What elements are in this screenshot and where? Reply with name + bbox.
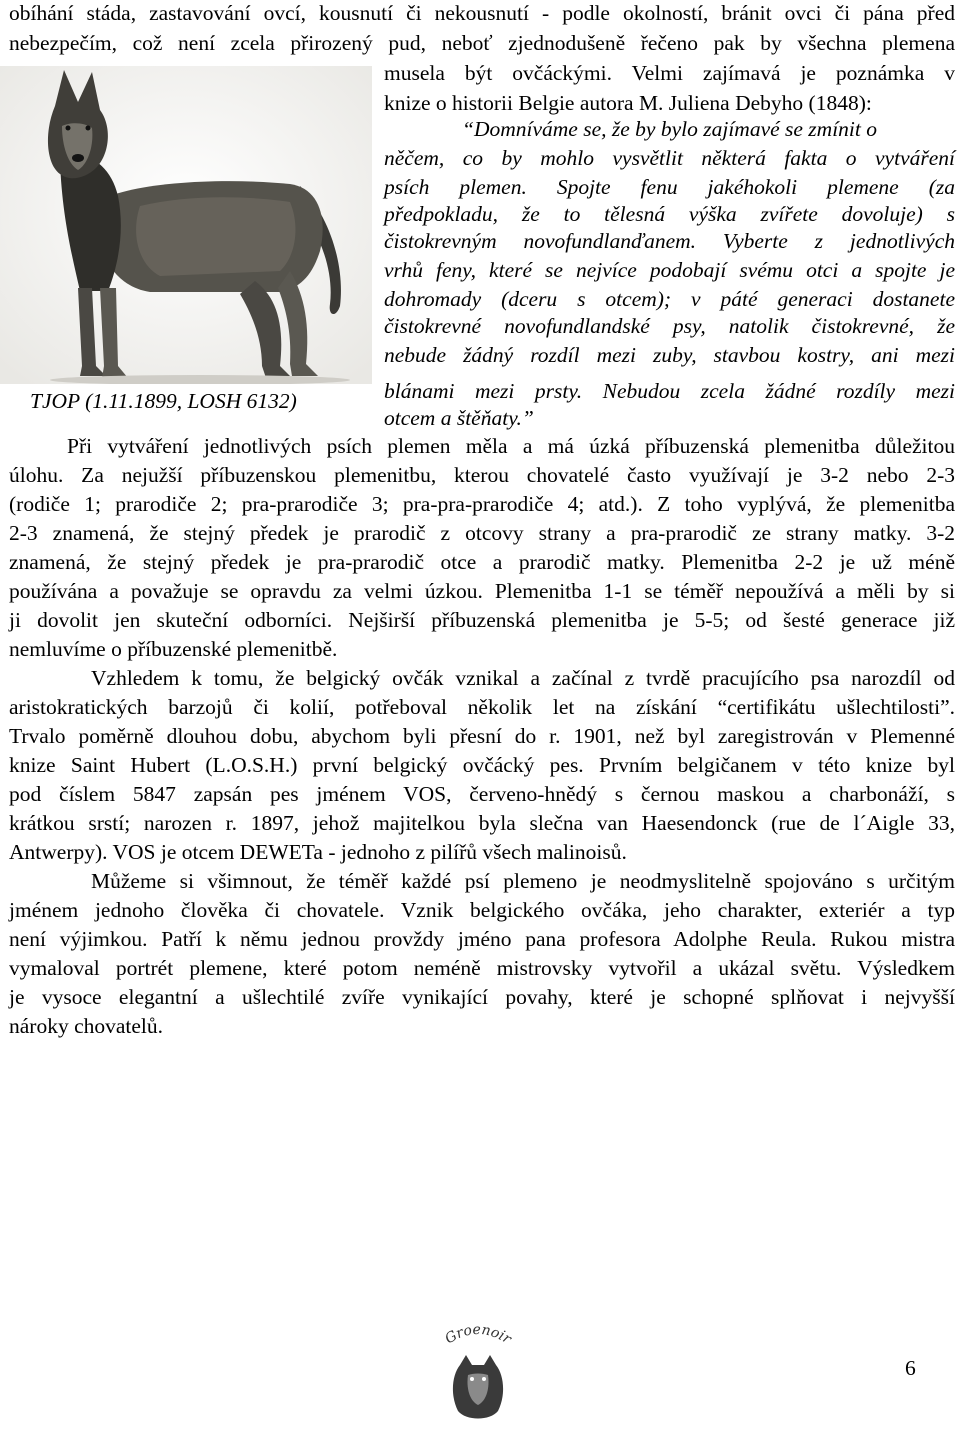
quote-line: čistokrevným novofundlanďanem. Vyberte z jednotlivých: [384, 229, 955, 253]
quote-line: nebude žádný rozdíl mezi zuby, stavbou kostry, ani mezi: [384, 343, 955, 367]
text-line: vymaloval portrét plemene, které potom neméně mistrovsky vytvořil a ukázal světu. Výsledkem: [9, 956, 955, 980]
logo-text: Groenoir: [442, 1321, 514, 1348]
photo-caption: TJOP (1.11.1899, LOSH 6132): [30, 389, 297, 413]
quote-line: čistokrevné novofundlandské psy, natolik čistokrevné, že: [384, 314, 955, 338]
text-line: znamená, že stejný předek je pra-prarodič otce a prarodič matky. Plemenitba 2-2 je už méně: [9, 550, 955, 574]
page-number: 6: [905, 1356, 916, 1380]
text-line: pod číslem 5847 zapsán pes jménem VOS, červeno-hnědý s černou maskou a charbonáží, s: [9, 782, 955, 806]
groenoir-logo: [432, 1315, 524, 1425]
quote-line: vrhů feny, které se nejvíce podobají svému otci a spojte je: [384, 258, 955, 282]
text-line: je vysoce elegantní a ušlechtilé zvíře vynikající povahy, které je schopné splňovat i nejvyšší: [9, 985, 955, 1009]
quote-line: něčem, co by mohlo vysvětlit některá fakta o vytváření: [384, 146, 955, 170]
text-line: (rodiče 1; prarodiče 2; pra-prarodiče 3; pra-pra-prarodiče 4; atd.). Z toho vyplývá, že plemenitba: [9, 492, 955, 516]
text-line: Vzhledem k tomu, že belgický ovčák vznikal a začínal z tvrdě pracujícího psa narozdíl od: [91, 666, 955, 690]
text-line: jménem jednoho člověka či chovatele. Vznik belgického ovčáka, jeho charakter, exteriér a typ: [9, 898, 955, 922]
text-line: knize o historii Belgie autora M. Juliena Debyho (1848):: [384, 91, 872, 115]
text-line: aristokratických barzojů či kolií, potřeboval několik let na získání “certifikátu ušlechtilosti”.: [9, 695, 955, 719]
quote-line: otcem a štěňaty.”: [384, 406, 534, 430]
quote-line: blánami mezi prsty. Nebudou zcela žádné rozdíly mezi: [384, 379, 955, 403]
text-line: není výjimkou. Patří k němu jednou provždy jméno pana profesora Adolphe Reula. Rukou mistra: [9, 927, 955, 951]
text-line: obíhání stáda, zastavování ovcí, kousnutí či nekousnutí - podle okolností, bránit ovci či pána před: [9, 1, 955, 25]
quote-line: psích plemen. Spojte fenu jakéhokoli plemene (za: [384, 175, 955, 199]
text-line: ji dovolit jen skuteční odborníci. Nejširší příbuzenská plemenitba je 5-5; od šesté generace již: [9, 608, 955, 632]
text-line: nebezpečím, což není zcela přirozený pud, neboť zjednodušeně řečeno pak by všechna plemena: [9, 31, 955, 55]
text-line: používána a považuje se opravdu za velmi úzkou. Plemenitba 1-1 se téměř nepoužívá a měli by si: [9, 579, 955, 603]
text-line: musela být ovčáckými. Velmi zajímavá je poznámka v: [384, 61, 955, 85]
text-line: Můžeme si všimnout, že téměř každé psí plemeno je neodmyslitelně spojováno s určitým: [91, 869, 955, 893]
text-line: Při vytváření jednotlivých psích plemen měla a má úzká příbuzenská plemenitba důležitou: [67, 434, 955, 458]
text-line: nároky chovatelů.: [9, 1014, 164, 1038]
quote-line: “Domníváme se, že by bylo zajímavé se zmínit o: [462, 117, 877, 141]
quote-line: předpokladu, že to tělesná výška zvířete dovoluje) s: [384, 202, 955, 226]
text-line: knize Saint Hubert (L.O.S.H.) první belgický ovčácký pes. Prvním belgičanem v této knize byl: [9, 753, 955, 777]
svg-text:Groenoir: [442, 1322, 514, 1348]
dog-photo: [0, 66, 372, 384]
text-line: úlohu. Za nejužší příbuzenskou plemenitbu, kterou chovatelé často využívají je 3-2 nebo 2-3: [9, 463, 955, 487]
dog-illustration-icon: [0, 66, 372, 384]
text-line: Trvalo poměrně dlouhou dobu, abychom byli přesní do r. 1901, než byl zaregistrován v Plemenné: [9, 724, 955, 748]
wolf-logo-icon: [432, 1315, 524, 1425]
quote-line: dohromady (dceru s otcem); v páté generaci dostanete: [384, 287, 955, 311]
text-line: 2-3 znamená, že stejný předek je prarodič z otcovy strany a pra-prarodič ze strany matky. 3-2: [9, 521, 955, 545]
text-line: krátkou srstí; narozen r. 1897, jehož majitelkou byla slečna van Haesendonck (rue de l´Aigle 33,: [9, 811, 955, 835]
text-line: nemluvíme o příbuzenské plemenitbě.: [9, 637, 338, 661]
text-line: Antwerpy). VOS je otcem DEWETa - jednoho z pilířů všech malinoisů.: [9, 840, 627, 864]
